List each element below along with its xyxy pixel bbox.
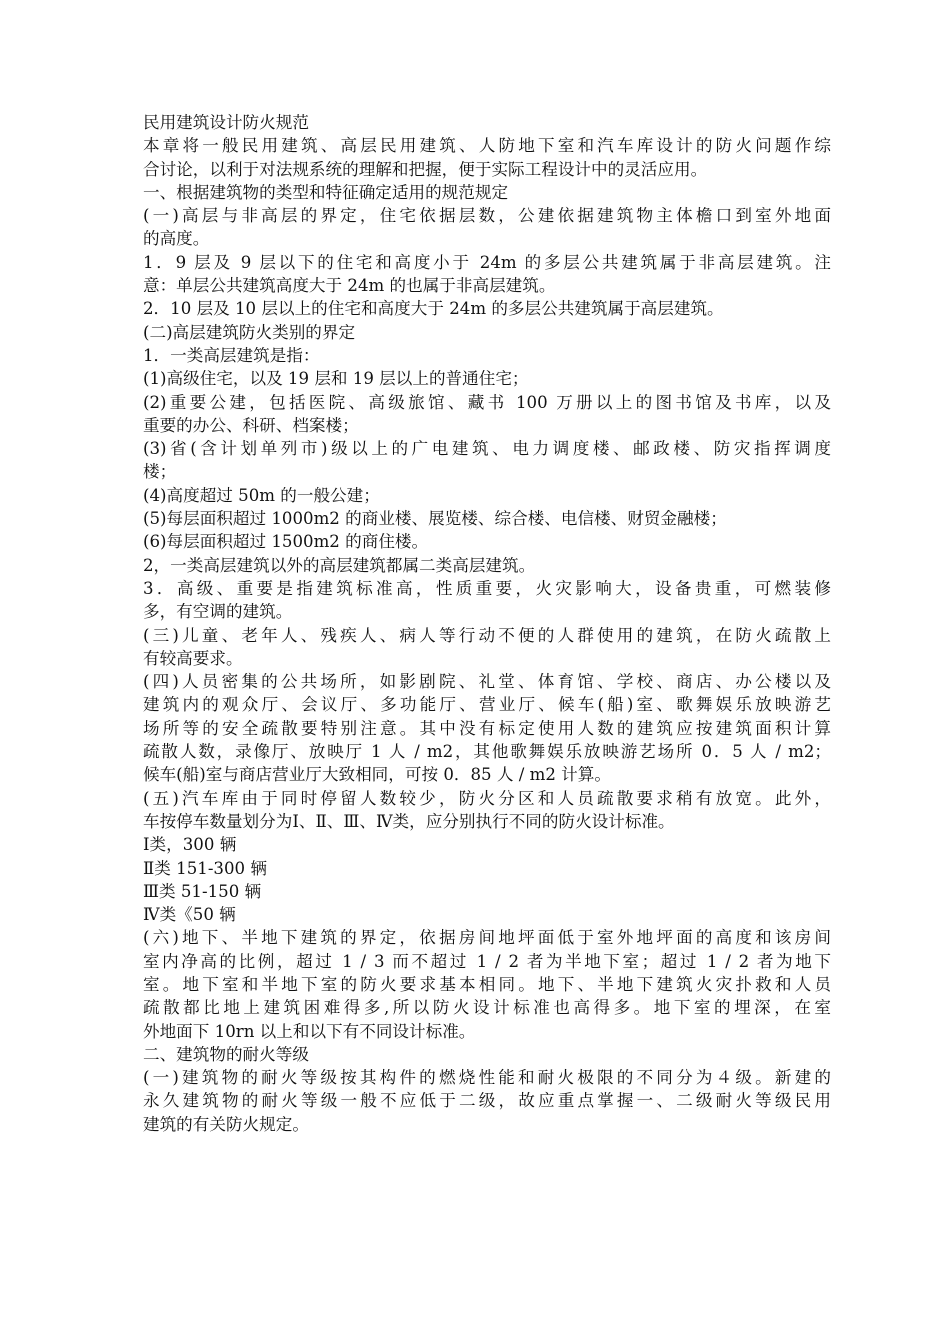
text-line: 1．一类高层建筑是指： xyxy=(143,345,320,365)
text-line: 疏散都比地上建筑困难得多,所以防火设计标准也高得多。地下室的埋深，在室 xyxy=(143,998,831,1018)
text-line: 合讨论，以利于对法规系统的理解和把握，便于实际工程设计中的灵活应用。 xyxy=(143,159,708,179)
text-line: (3)省(含计划单列市)级以上的广电建筑、电力调度楼、邮政楼、防灾指挥调度 xyxy=(143,439,831,459)
document-title: 民用建筑设计防火规范 xyxy=(143,113,309,132)
text-line: 室。地下室和半地下室的防火要求基本相同。地下、半地下建筑火灾扑救和人员 xyxy=(143,974,831,994)
list-item: Ⅳ类《50 辆 xyxy=(143,905,236,925)
text-line: 疏散人数，录像厅、放映厅 1 人 / m2，其他歌舞娱乐放映游艺场所 0．5 人 / m2； xyxy=(143,742,831,762)
text-line: 本章将一般民用建筑、高层民用建筑、人防地下室和汽车库设计的防火问题作综 xyxy=(143,136,831,156)
document-body xyxy=(143,111,831,1136)
text-line: 的高度。 xyxy=(143,229,210,249)
text-line: 3．高级、重要是指建筑标准高，性质重要，火灾影响大，设备贵重，可燃装修 xyxy=(143,578,831,598)
text-line: (4)高度超过 50m 的一般公建； xyxy=(143,485,380,505)
text-line: 意：单层公共建筑高度大于 24m 的也属于非高层建筑。 xyxy=(143,276,556,296)
text-line: 楼； xyxy=(143,462,177,482)
text-line: (6)每层面积超过 1500m2 的商住楼。 xyxy=(143,532,429,552)
subsection-heading: (二)高层建筑防火类别的界定 xyxy=(143,322,356,342)
text-line: 有较高要求。 xyxy=(143,648,243,668)
text-line: 2，一类高层建筑以外的高层建筑都属二类高层建筑。 xyxy=(143,555,536,575)
text-line: 建筑内的观众厅、会议厅、多功能厅、营业厅、候车(船)室、歌舞娱乐放映游艺 xyxy=(143,695,831,715)
text-line: 场所等的安全疏散要特别注意。其中没有标定使用人数的建筑应按建筑面积计算 xyxy=(143,718,831,738)
text-line: 2．10 层及 10 层以上的住宅和高度大于 24m 的多层公共建筑属于高层建筑。 xyxy=(143,299,724,319)
text-line: (2)重要公建，包括医院、高级旅馆、藏书 100 万册以上的图书馆及书库，以及 xyxy=(143,392,831,412)
text-line: (1)高级住宅，以及 19 层和 19 层以上的普通住宅； xyxy=(143,369,529,389)
list-item: Ⅲ类 51-150 辆 xyxy=(143,881,262,901)
text-line: 建筑的有关防火规定。 xyxy=(143,1114,309,1134)
text-line: 1．9 层及 9 层以下的住宅和高度小于 24m 的多层公共建筑属于非高层建筑。注 xyxy=(143,252,831,272)
text-line: (四)人员密集的公共场所，如影剧院、礼堂、体育馆、学校、商店、办公楼以及 xyxy=(143,672,831,692)
section-heading: 一、根据建筑物的类型和特征确定适用的规范规定 xyxy=(143,182,509,202)
text-line: (三)儿童、老年人、残疾人、病人等行动不便的人群使用的建筑，在防火疏散上 xyxy=(143,625,831,645)
text-line: (一)建筑物的耐火等级按其构件的燃烧性能和耐火极限的不同分为４级。新建的 xyxy=(143,1068,831,1088)
section-heading: 二、建筑物的耐火等级 xyxy=(143,1044,309,1064)
text-line: 候车(船)室与商店营业厅大致相同，可按 0．85 人 / m2 计算。 xyxy=(143,765,611,785)
text-line: 多，有空调的建筑。 xyxy=(143,602,293,622)
text-line: (六)地下、半地下建筑的界定，依据房间地坪面低于室外地坪面的高度和该房间 xyxy=(143,928,831,948)
text-line: (五)汽车库由于同时停留人数较少，防火分区和人员疏散要求稍有放宽。此外， xyxy=(143,788,831,808)
text-line: (5)每层面积超过 1000m2 的商业楼、展览楼、综合楼、电信楼、财贸金融楼； xyxy=(143,509,727,529)
text-line: 室内净高的比例，超过 1 / 3 而不超过 1 / 2 者为半地下室；超过 1 / 2 者为地下 xyxy=(143,951,831,971)
text-line: 永久建筑物的耐火等级一般不应低于二级，故应重点掌握一、二级耐火等级民用 xyxy=(143,1091,831,1111)
text-line: 外地面下 10rn 以上和以下有不同设计标准。 xyxy=(143,1021,476,1041)
text-line: (一)高层与非高层的界定，住宅依据层数，公建依据建筑物主体檐口到室外地面 xyxy=(143,206,831,226)
text-line: 重要的办公、科研、档案楼； xyxy=(143,415,359,435)
list-item: Ⅱ类 151-300 辆 xyxy=(143,858,267,878)
text-line: 车按停车数量划分为Ⅰ、Ⅱ、Ⅲ、Ⅳ类，应分别执行不同的防火设计标准。 xyxy=(143,811,675,831)
list-item: Ⅰ类，300 辆 xyxy=(143,835,237,855)
